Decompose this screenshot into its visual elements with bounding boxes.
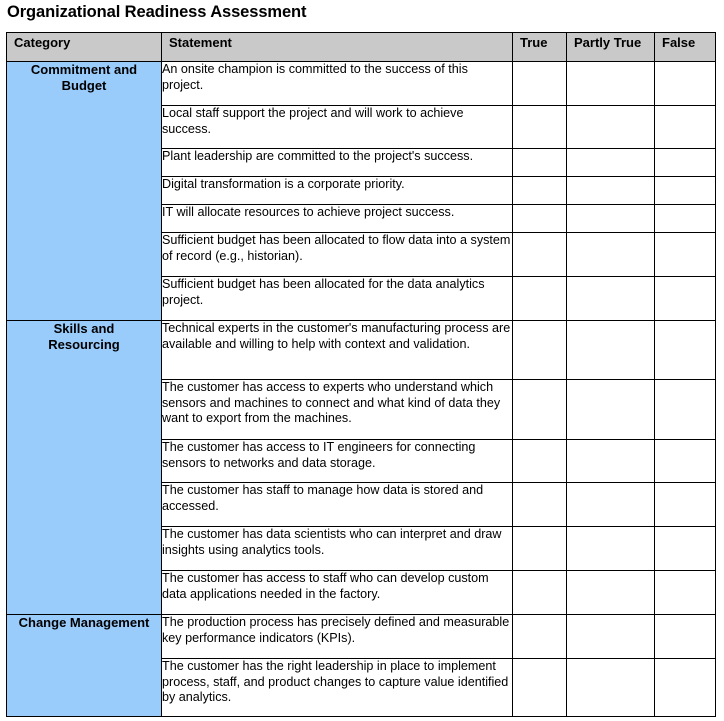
header-category: Category bbox=[7, 33, 162, 62]
statement-cell: Local staff support the project and will work to achieve success. bbox=[162, 106, 513, 149]
false-checkbox-cell[interactable] bbox=[655, 571, 716, 615]
true-checkbox-cell[interactable] bbox=[513, 177, 567, 205]
false-checkbox-cell[interactable] bbox=[655, 62, 716, 106]
partly-true-checkbox-cell[interactable] bbox=[567, 615, 655, 659]
page-title: Organizational Readiness Assessment bbox=[7, 3, 307, 21]
true-checkbox-cell[interactable] bbox=[513, 483, 567, 527]
partly-true-checkbox-cell[interactable] bbox=[567, 659, 655, 717]
true-checkbox-cell[interactable] bbox=[513, 659, 567, 717]
false-checkbox-cell[interactable] bbox=[655, 106, 716, 149]
header-row bbox=[7, 33, 716, 62]
true-checkbox-cell[interactable] bbox=[513, 380, 567, 440]
false-checkbox-cell[interactable] bbox=[655, 321, 716, 380]
statement-cell: The customer has data scientists who can interpret and draw insights using analytics tools. bbox=[162, 527, 513, 571]
true-checkbox-cell[interactable] bbox=[513, 321, 567, 380]
partly-true-checkbox-cell[interactable] bbox=[567, 177, 655, 205]
table-row bbox=[7, 321, 716, 380]
category-cell: Change Management bbox=[7, 615, 162, 717]
partly-true-checkbox-cell[interactable] bbox=[567, 106, 655, 149]
partly-true-checkbox-cell[interactable] bbox=[567, 440, 655, 483]
false-checkbox-cell[interactable] bbox=[655, 149, 716, 177]
partly-true-checkbox-cell[interactable] bbox=[567, 149, 655, 177]
false-checkbox-cell[interactable] bbox=[655, 440, 716, 483]
true-checkbox-cell[interactable] bbox=[513, 149, 567, 177]
true-checkbox-cell[interactable] bbox=[513, 233, 567, 277]
partly-true-checkbox-cell[interactable] bbox=[567, 483, 655, 527]
statement-cell: The customer has the right leadership in place to implement process, staff, and product changes to capture value identified by analytics. bbox=[162, 659, 513, 717]
statement-cell: Technical experts in the customer's manufacturing process are available and willing to help with context and validation. bbox=[162, 321, 513, 380]
statement-cell: Plant leadership are committed to the project's success. bbox=[162, 149, 513, 177]
header-false: False bbox=[655, 33, 716, 62]
partly-true-checkbox-cell[interactable] bbox=[567, 527, 655, 571]
statement-cell: The production process has precisely defined and measurable key performance indicators (KPIs). bbox=[162, 615, 513, 659]
true-checkbox-cell[interactable] bbox=[513, 571, 567, 615]
partly-true-checkbox-cell[interactable] bbox=[567, 62, 655, 106]
false-checkbox-cell[interactable] bbox=[655, 380, 716, 440]
partly-true-checkbox-cell[interactable] bbox=[567, 380, 655, 440]
category-cell: Skills and Resourcing bbox=[7, 321, 162, 615]
false-checkbox-cell[interactable] bbox=[655, 659, 716, 717]
statement-cell: An onsite champion is committed to the success of this project. bbox=[162, 62, 513, 106]
false-checkbox-cell[interactable] bbox=[655, 527, 716, 571]
partly-true-checkbox-cell[interactable] bbox=[567, 233, 655, 277]
header-true: True bbox=[513, 33, 567, 62]
statement-cell: The customer has staff to manage how data is stored and accessed. bbox=[162, 483, 513, 527]
statement-cell: The customer has access to staff who can develop custom data applications needed in the factory. bbox=[162, 571, 513, 615]
true-checkbox-cell[interactable] bbox=[513, 277, 567, 321]
table-row bbox=[7, 615, 716, 659]
true-checkbox-cell[interactable] bbox=[513, 615, 567, 659]
false-checkbox-cell[interactable] bbox=[655, 277, 716, 321]
false-checkbox-cell[interactable] bbox=[655, 177, 716, 205]
true-checkbox-cell[interactable] bbox=[513, 62, 567, 106]
false-checkbox-cell[interactable] bbox=[655, 233, 716, 277]
category-cell: Commitment and Budget bbox=[7, 62, 162, 321]
true-checkbox-cell[interactable] bbox=[513, 106, 567, 149]
statement-cell: IT will allocate resources to achieve project success. bbox=[162, 205, 513, 233]
statement-cell: Sufficient budget has been allocated for the data analytics project. bbox=[162, 277, 513, 321]
statement-cell: The customer has access to IT engineers for connecting sensors to networks and data storage. bbox=[162, 440, 513, 483]
readiness-table bbox=[6, 32, 716, 717]
true-checkbox-cell[interactable] bbox=[513, 440, 567, 483]
false-checkbox-cell[interactable] bbox=[655, 615, 716, 659]
partly-true-checkbox-cell[interactable] bbox=[567, 571, 655, 615]
partly-true-checkbox-cell[interactable] bbox=[567, 321, 655, 380]
table-row bbox=[7, 62, 716, 106]
true-checkbox-cell[interactable] bbox=[513, 527, 567, 571]
header-partly-true: Partly True bbox=[567, 33, 655, 62]
statement-cell: Sufficient budget has been allocated to flow data into a system of record (e.g., historian). bbox=[162, 233, 513, 277]
header-statement: Statement bbox=[162, 33, 513, 62]
partly-true-checkbox-cell[interactable] bbox=[567, 205, 655, 233]
false-checkbox-cell[interactable] bbox=[655, 205, 716, 233]
true-checkbox-cell[interactable] bbox=[513, 205, 567, 233]
partly-true-checkbox-cell[interactable] bbox=[567, 277, 655, 321]
statement-cell: The customer has access to experts who understand which sensors and machines to connect and what kind of data they want to export from the machines. bbox=[162, 380, 513, 440]
statement-cell: Digital transformation is a corporate priority. bbox=[162, 177, 513, 205]
false-checkbox-cell[interactable] bbox=[655, 483, 716, 527]
